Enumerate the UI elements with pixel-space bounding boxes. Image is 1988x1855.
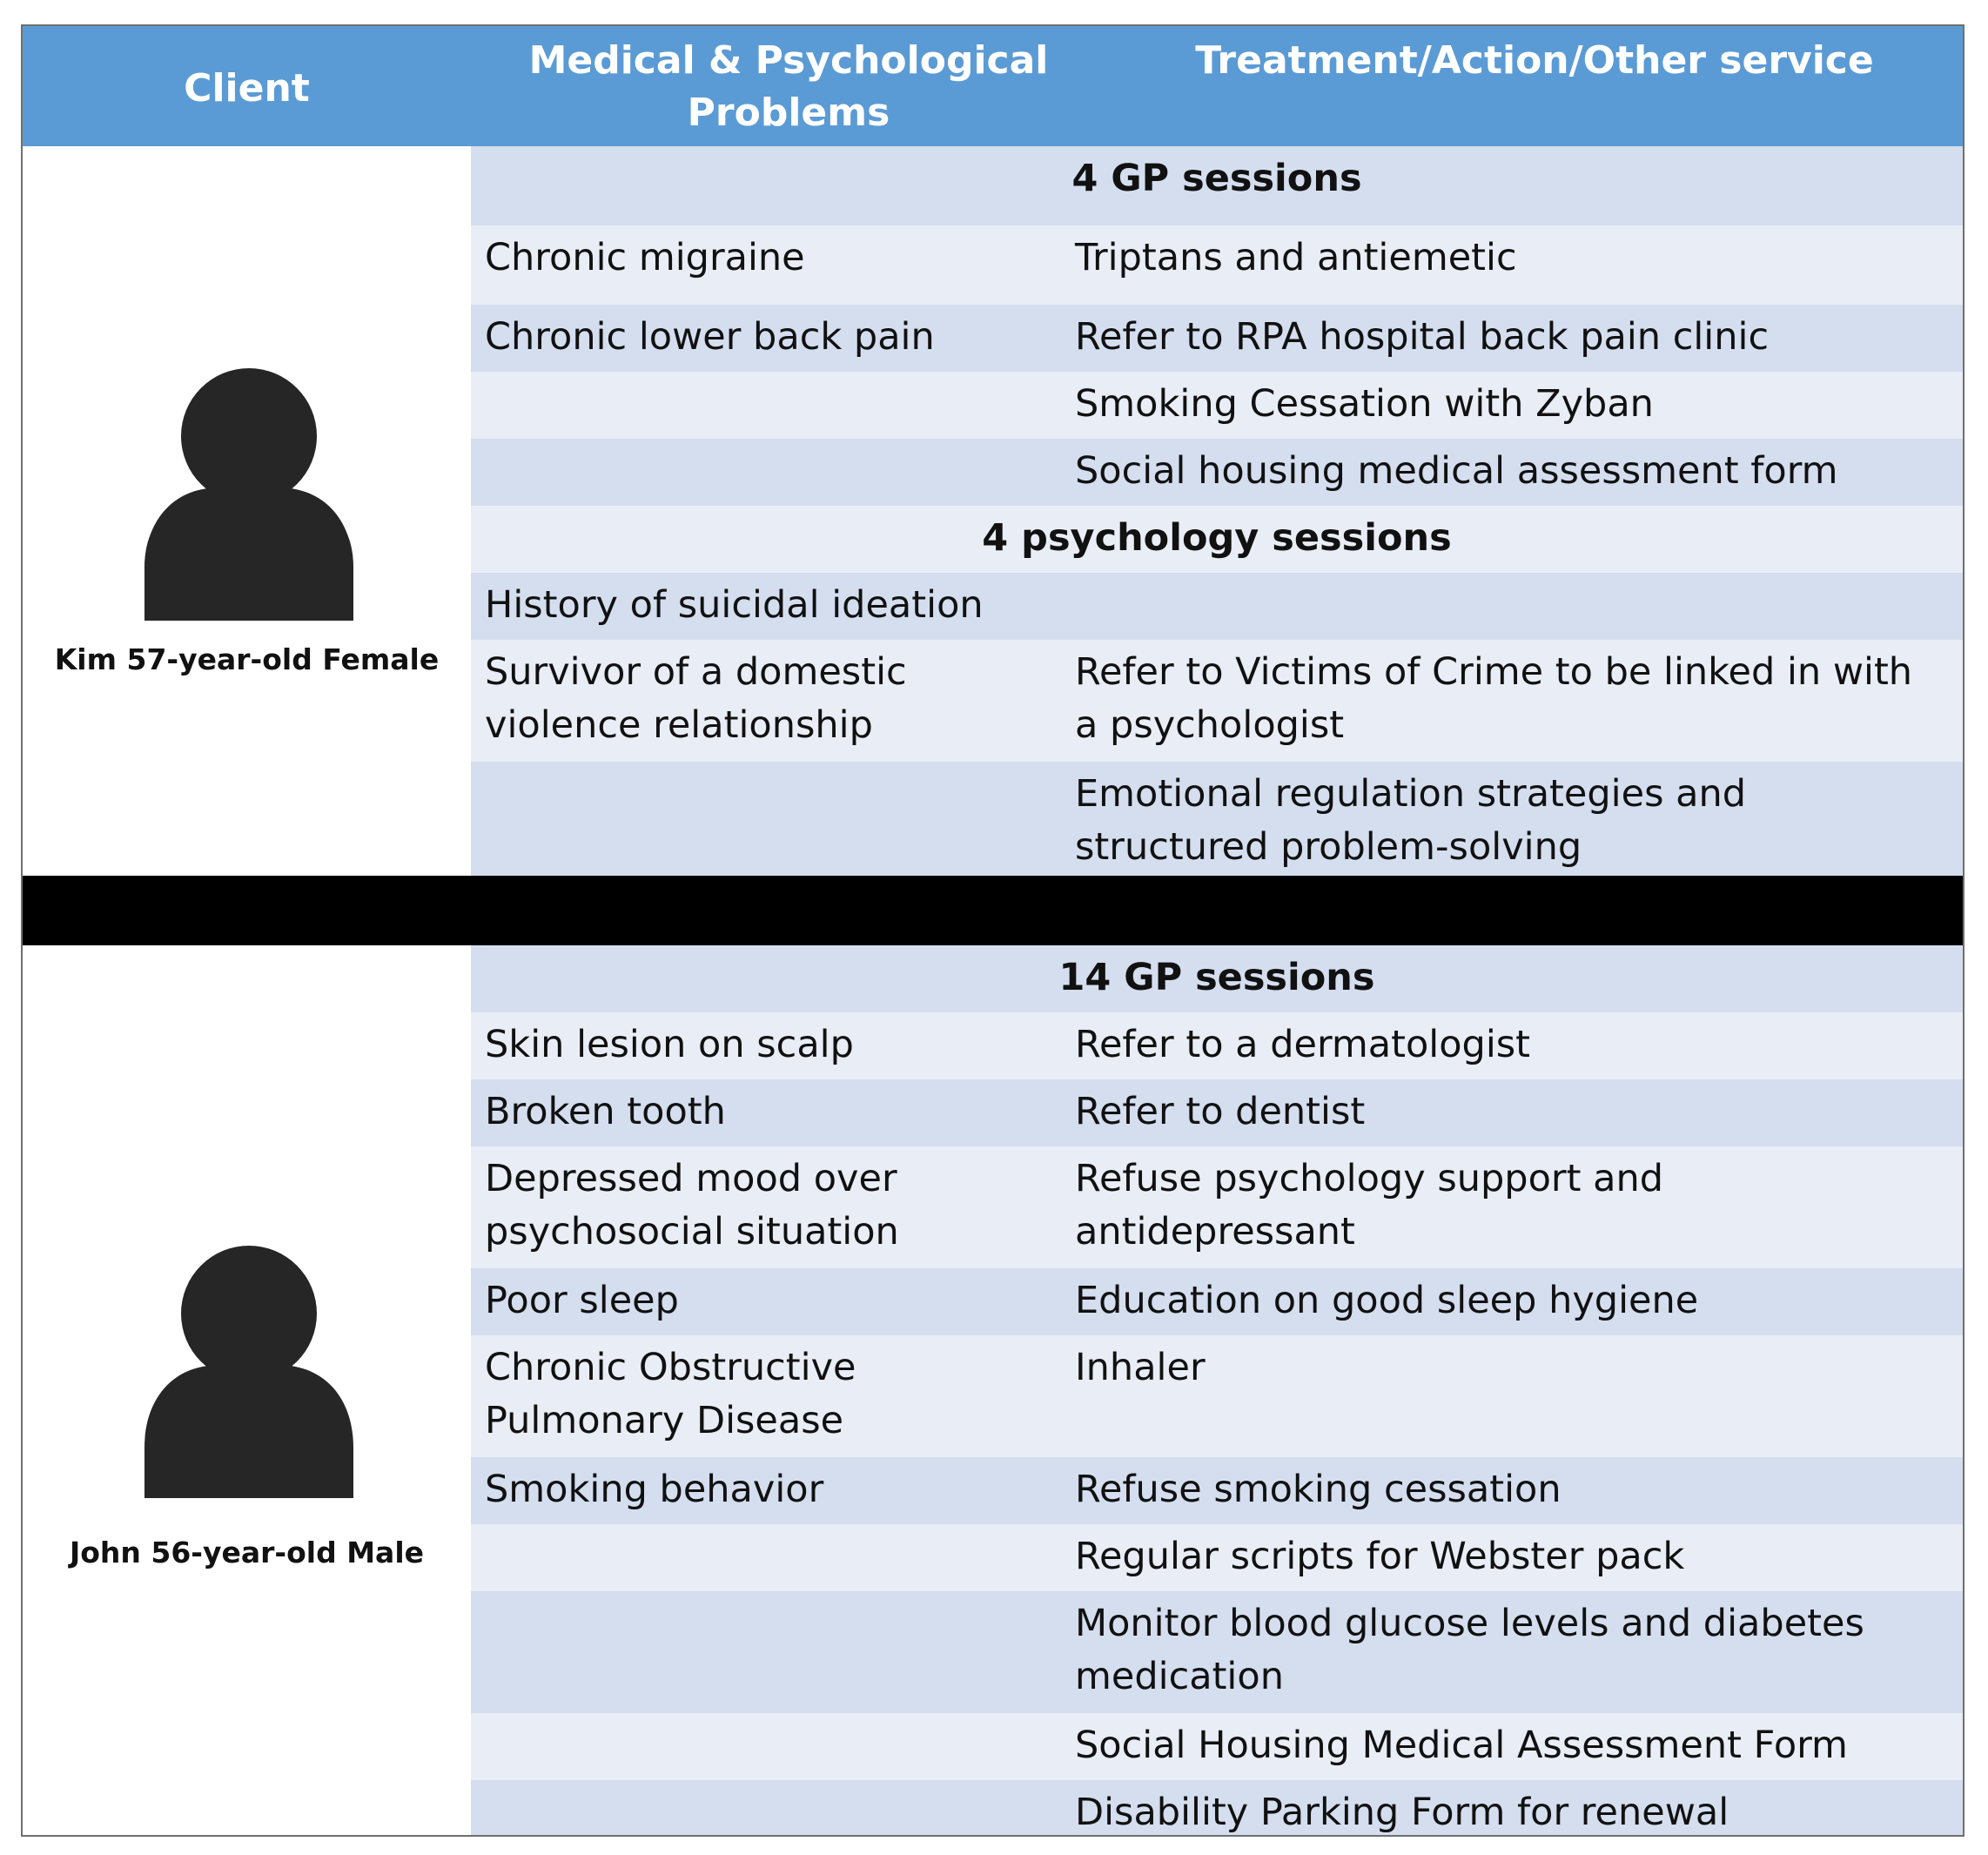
treatment-cell: Refuse psychology support and antidepressant	[1075, 1157, 1663, 1253]
header-client: Client	[184, 66, 310, 111]
problem-cell: Poor sleep	[485, 1279, 679, 1322]
session-label: 4 psychology sessions	[982, 516, 1452, 560]
john-rows	[471, 945, 1963, 1835]
table-row	[471, 1457, 1963, 1524]
session-header-row	[471, 506, 1963, 573]
treatment-cell: Inhaler	[1075, 1346, 1206, 1389]
table-row	[471, 305, 1963, 372]
client-name-john: John 56-year-old Male	[69, 1536, 425, 1569]
treatment-cell: Refer to Victims of Crime to be linked in with a psychologist	[1075, 650, 1913, 747]
problem-cell: Chronic Obstructive Pulmonary Disease	[485, 1346, 856, 1442]
table-row	[471, 762, 1963, 884]
table-row	[471, 1012, 1963, 1079]
problem-cell: History of suicidal ideation	[485, 583, 984, 627]
table-header	[23, 26, 1963, 146]
table-row	[471, 225, 1963, 305]
treatment-cell: Emotional regulation strategies and structured problem-solving	[1075, 772, 1747, 869]
table-row	[471, 1524, 1963, 1591]
treatment-cell: Triptans and antiemetic	[1075, 236, 1517, 279]
problem-cell: Chronic lower back pain	[485, 315, 935, 359]
problem-cell: Depressed mood over psychosocial situation	[485, 1157, 899, 1253]
person-silhouette-icon	[144, 368, 353, 621]
treatment-cell: Refuse smoking cessation	[1075, 1468, 1562, 1511]
table-row	[471, 1335, 1963, 1457]
header-treatment: Treatment/Action/Other service	[1195, 38, 1874, 83]
client-name-kim: Kim 57-year-old Female	[54, 642, 440, 676]
table-row	[471, 573, 1963, 640]
problem-cell: Broken tooth	[485, 1090, 726, 1133]
table-row	[471, 1780, 1963, 1837]
treatment-cell: Refer to RPA hospital back pain clinic	[1075, 315, 1770, 359]
table-row	[471, 640, 1963, 762]
table-row	[471, 1591, 1963, 1713]
table-row	[471, 1268, 1963, 1335]
treatment-cell: Refer to dentist	[1075, 1090, 1366, 1133]
treatment-cell: Disability Parking Form for renewal	[1075, 1791, 1729, 1834]
treatment-cell: Social Housing Medical Assessment Form	[1075, 1724, 1848, 1767]
treatment-cell: Education on good sleep hygiene	[1075, 1279, 1699, 1322]
problem-cell: Survivor of a domestic violence relationship	[485, 650, 907, 747]
client-separator	[23, 876, 1963, 945]
table-row	[471, 1146, 1963, 1268]
problem-cell: Smoking behavior	[485, 1468, 824, 1511]
person-silhouette-icon	[144, 1246, 353, 1498]
session-header-row	[471, 945, 1963, 1012]
treatment-cell: Regular scripts for Webster pack	[1075, 1535, 1685, 1578]
client-treatment-table	[21, 24, 1964, 1837]
client-cell-john	[23, 945, 471, 1835]
session-label: 4 GP sessions	[1071, 157, 1362, 200]
table-row	[471, 439, 1963, 506]
treatment-cell: Social housing medical assessment form	[1075, 449, 1838, 493]
client-cell-kim	[23, 146, 471, 876]
problem-cell: Chronic migraine	[485, 236, 805, 279]
treatment-cell: Smoking Cessation with Zyban	[1075, 382, 1654, 426]
session-header-row	[471, 146, 1963, 225]
header-problems: Medical & Psychological Problems	[528, 38, 1049, 135]
session-label: 14 GP sessions	[1058, 956, 1375, 999]
kim-rows	[471, 146, 1963, 876]
treatment-cell: Refer to a dermatologist	[1075, 1023, 1531, 1066]
table-row	[471, 1713, 1963, 1780]
table-row	[471, 372, 1963, 439]
treatment-cell: Monitor blood glucose levels and diabetes medication	[1075, 1602, 1864, 1698]
table-row	[471, 1079, 1963, 1146]
problem-cell: Skin lesion on scalp	[485, 1023, 854, 1066]
